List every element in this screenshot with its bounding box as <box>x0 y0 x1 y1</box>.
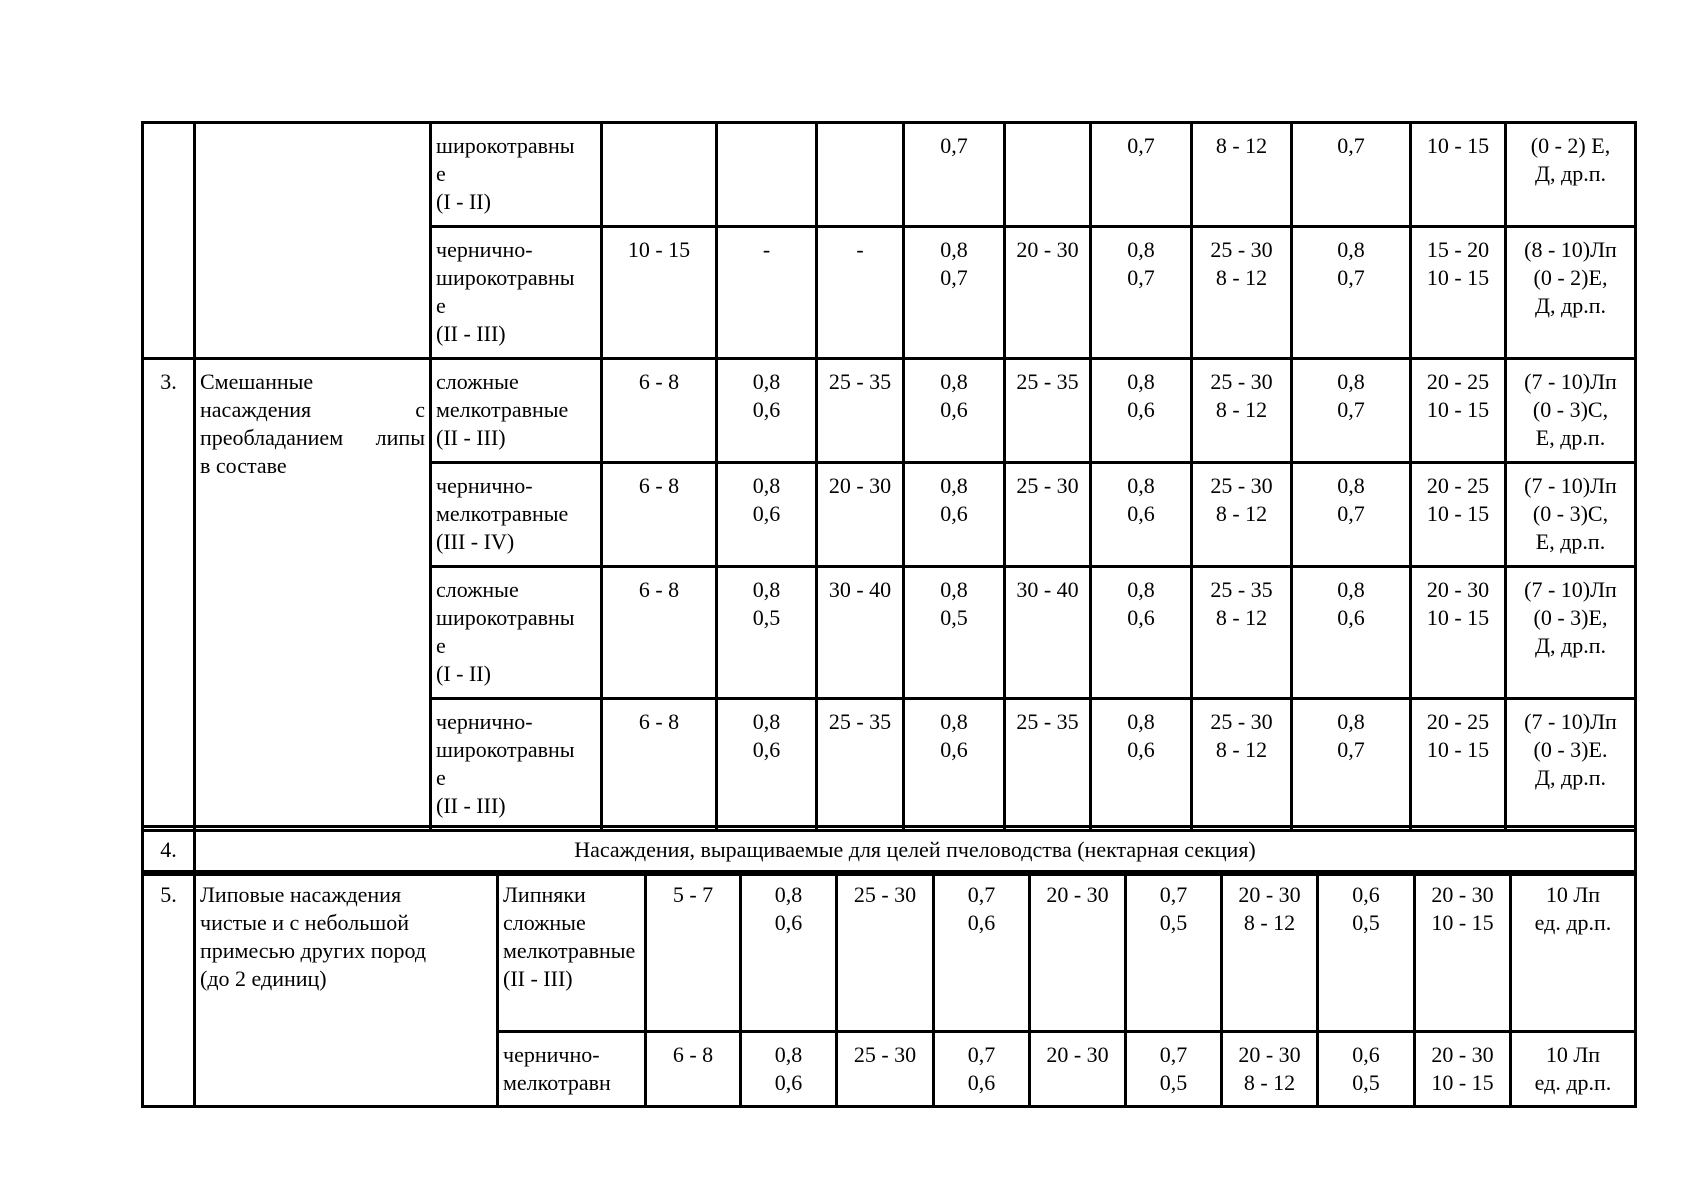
value-cell: 6 - 8 <box>602 463 717 567</box>
value-cell: 0,8 0,6 <box>717 463 817 567</box>
value-cell: 0,8 0,6 <box>741 1032 837 1107</box>
value-cell: 30 - 40 <box>817 567 904 699</box>
value-cell: 25 - 30 8 - 12 <box>1192 227 1292 359</box>
value-cell: 0,8 0,6 <box>717 359 817 463</box>
value-cell <box>817 123 904 227</box>
value-cell: 0,6 0,5 <box>1318 872 1415 1032</box>
value-cell: 0,8 0,7 <box>1091 227 1192 359</box>
value-cell: 0,8 0,6 <box>904 699 1005 831</box>
value-cell: 20 - 30 10 - 15 <box>1415 1032 1511 1107</box>
composition-cell: 10 Лп ед. др.п. <box>1511 1032 1636 1107</box>
forest-type: чернично- мелкотравн <box>498 1032 646 1107</box>
value-cell: 25 - 35 <box>1005 699 1091 831</box>
value-cell: 0,8 0,7 <box>904 227 1005 359</box>
value-cell: 25 - 35 <box>817 699 904 831</box>
value-cell: 20 - 30 8 - 12 <box>1222 1032 1318 1107</box>
row-number: 4. <box>143 827 195 875</box>
value-cell: 25 - 35 8 - 12 <box>1192 567 1292 699</box>
value-cell <box>717 123 817 227</box>
composition-cell: 10 Лп ед. др.п. <box>1511 872 1636 1032</box>
forest-type: широкотравны е (I - II) <box>431 123 602 227</box>
stand-name: Липовые насаждения чистые и с небольшой примесью других пород (до 2 единиц) <box>195 872 498 1107</box>
composition-cell: (7 - 10)Лп (0 - 3)С, Е, др.п. <box>1506 463 1636 567</box>
value-cell: 0,7 0,5 <box>1126 1032 1222 1107</box>
value-cell: 20 - 25 10 - 15 <box>1411 359 1506 463</box>
value-cell: 0,8 0,6 <box>1091 567 1192 699</box>
value-cell: 25 - 35 <box>817 359 904 463</box>
composition-cell: (7 - 10)Лп (0 - 3)Е. Д, др.п. <box>1506 699 1636 831</box>
value-cell: 8 - 12 <box>1192 123 1292 227</box>
value-cell: 25 - 30 <box>837 872 934 1032</box>
forest-type: сложные мелкотравные (II - III) <box>431 359 602 463</box>
value-cell: 20 - 30 10 - 15 <box>1411 567 1506 699</box>
value-cell: 20 - 30 <box>817 463 904 567</box>
value-cell: 0,8 0,6 <box>741 872 837 1032</box>
value-cell: 5 - 7 <box>646 872 741 1032</box>
value-cell: 0,7 <box>1292 123 1411 227</box>
stand-name <box>195 123 431 359</box>
value-cell: 0,8 0,6 <box>1091 699 1192 831</box>
row-number: 3. <box>143 359 195 831</box>
section-title: Насаждения, выращиваемые для целей пчеловодства (нектарная секция) <box>195 827 1636 875</box>
table-row <box>143 359 1636 463</box>
value-cell <box>602 123 717 227</box>
value-cell: 20 - 30 <box>1030 872 1126 1032</box>
value-cell: 0,7 0,5 <box>1126 872 1222 1032</box>
value-cell: 0,7 0,6 <box>934 872 1030 1032</box>
value-cell: 20 - 30 <box>1005 227 1091 359</box>
value-cell: 0,8 0,7 <box>1292 227 1411 359</box>
value-cell: 0,8 0,6 <box>1091 359 1192 463</box>
value-cell: 25 - 30 8 - 12 <box>1192 699 1292 831</box>
forest-type: чернично- широкотравны е (II - III) <box>431 699 602 831</box>
table-upper <box>141 121 1637 832</box>
value-cell: 0,7 <box>904 123 1005 227</box>
value-cell: 0,8 0,6 <box>1292 567 1411 699</box>
value-cell: 30 - 40 <box>1005 567 1091 699</box>
forest-type: чернично- широкотравны е (II - III) <box>431 227 602 359</box>
value-cell: 0,6 0,5 <box>1318 1032 1415 1107</box>
row-number <box>143 123 195 359</box>
value-cell: 25 - 30 <box>837 1032 934 1107</box>
value-cell: 10 - 15 <box>602 227 717 359</box>
table-row <box>143 872 1636 1032</box>
stand-name: Смешанные насаждения с преобладанием липы в составе <box>195 359 431 831</box>
value-cell: 0,8 0,5 <box>904 567 1005 699</box>
value-cell: 0,8 0,7 <box>1292 359 1411 463</box>
value-cell: 15 - 20 10 - 15 <box>1411 227 1506 359</box>
value-cell: 0,7 <box>1091 123 1192 227</box>
value-cell: 0,8 0,6 <box>904 463 1005 567</box>
row-number: 5. <box>143 872 195 1107</box>
composition-cell: (0 - 2) Е, Д, др.п. <box>1506 123 1636 227</box>
table-row <box>143 827 1636 875</box>
composition-cell: (8 - 10)Лп (0 - 2)Е, Д, др.п. <box>1506 227 1636 359</box>
composition-cell: (7 - 10)Лп (0 - 3)С, Е, др.п. <box>1506 359 1636 463</box>
value-cell: 20 - 25 10 - 15 <box>1411 699 1506 831</box>
value-cell: 25 - 30 8 - 12 <box>1192 359 1292 463</box>
value-cell: 0,8 0,6 <box>904 359 1005 463</box>
table-row <box>143 123 1636 227</box>
value-cell: 6 - 8 <box>646 1032 741 1107</box>
value-cell: 0,8 0,6 <box>1091 463 1192 567</box>
value-cell: 25 - 35 <box>1005 359 1091 463</box>
forest-type: Липняки сложные мелкотравные (II - III) <box>498 872 646 1032</box>
table-lower <box>141 870 1637 1108</box>
value-cell: 20 - 30 10 - 15 <box>1415 872 1511 1032</box>
value-cell: - <box>817 227 904 359</box>
value-cell: 0,8 0,5 <box>717 567 817 699</box>
value-cell: 20 - 25 10 - 15 <box>1411 463 1506 567</box>
value-cell: 0,8 0,7 <box>1292 463 1411 567</box>
forest-type: чернично- мелкотравные (III - IV) <box>431 463 602 567</box>
value-cell: 0,8 0,6 <box>717 699 817 831</box>
value-cell: 25 - 30 8 - 12 <box>1192 463 1292 567</box>
value-cell <box>1005 123 1091 227</box>
value-cell: 0,7 0,6 <box>934 1032 1030 1107</box>
forest-type: сложные широкотравны е (I - II) <box>431 567 602 699</box>
value-cell: 20 - 30 8 - 12 <box>1222 872 1318 1032</box>
table-section-header <box>141 825 1637 876</box>
value-cell: 6 - 8 <box>602 699 717 831</box>
value-cell: 6 - 8 <box>602 359 717 463</box>
value-cell: 0,8 0,7 <box>1292 699 1411 831</box>
value-cell: 20 - 30 <box>1030 1032 1126 1107</box>
value-cell: - <box>717 227 817 359</box>
value-cell: 6 - 8 <box>602 567 717 699</box>
value-cell: 25 - 30 <box>1005 463 1091 567</box>
value-cell: 10 - 15 <box>1411 123 1506 227</box>
composition-cell: (7 - 10)Лп (0 - 3)Е, Д, др.п. <box>1506 567 1636 699</box>
